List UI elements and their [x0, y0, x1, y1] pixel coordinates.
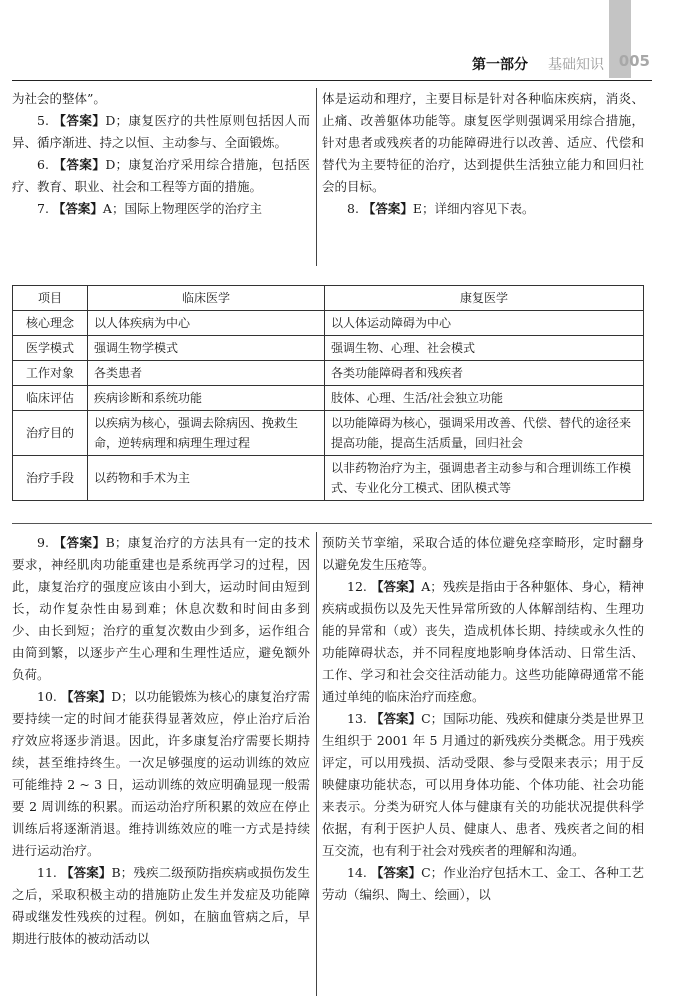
answer-text: D；以功能锻炼为核心的康复治疗需要持续一定的时间才能获得显著效应，停止治疗后治疗效应将逐步消退。因此，许多康复治疗需要长期持续，甚至维持终生。一次足够强度的运动训练的效应可能维持 2 ~ 3 日，运动训练的效应明确显现一般需要 2 周训练的积累。而运动治疗所积累的效应在停止训练后将逐渐消退。维持训练效应的唯一方式是持续进行运动治疗。 [12, 689, 310, 858]
table-cell: 以药物和手术为主 [88, 456, 325, 501]
answer-number: 12. [347, 579, 371, 594]
table-cell: 核心理念 [13, 311, 88, 336]
answer-text: A；残疾是指由于各种躯体、身心，精神疾病或损伤以及先天性异常所致的人体解剖结构、生理功能的异常和（或）丧失，造成机体长期、持续或永久性的功能障碍状态，并不同程度地影响身体活动、日常生活、工作、学习和社会交往活动能力。这些功能障碍通常不能通过单纯的临床治疗而痊愈。 [322, 579, 644, 704]
paragraph: 预防关节挛缩，采取合适的体位避免痉挛畸形，定时翻身以避免发生压疮等。 [322, 535, 644, 572]
table-cell: 临床评估 [13, 386, 88, 411]
answer-text: B；康复治疗的方法具有一定的技术要求，神经肌肉功能重建也是系统再学习的过程，因此，康复治疗的强度应该由小到大，运动时间由短到长，动作复杂性由易到难；休息次数和时间由多到少、由长到短；治疗的重复次数由少到多，运作组合由简到繁，以逐步产生心理和生理性适应，避免额外负荷。 [12, 535, 310, 682]
answer-tag: 【答案】 [60, 689, 112, 704]
table-cell: 肢体、心理、生活/社会独立功能 [325, 386, 644, 411]
answer-tag: 【答案】 [370, 711, 422, 726]
answer-number: 13. [347, 711, 371, 726]
table-row [13, 386, 644, 411]
table-cell: 以人体运动障碍为中心 [325, 311, 644, 336]
answer-tag: 【答案】 [370, 579, 422, 594]
answer-text: C；作业治疗包括木工、金工、各种工艺劳动（编织、陶土、绘画），以 [322, 865, 644, 902]
answer-tag: 【答案】 [52, 201, 103, 216]
table-header: 康复医学 [325, 286, 644, 311]
top-right-column [322, 88, 644, 220]
table-row [13, 311, 644, 336]
answer-8 [322, 198, 644, 220]
bottom-left-column [12, 532, 310, 950]
answer-tag: 【答案】 [362, 201, 413, 216]
paragraph: 为社会的整体”。 [12, 91, 106, 106]
answer-number: 10. [37, 689, 61, 704]
answer-text: E；详细内容见下表。 [412, 201, 535, 216]
answer-number: 9. [37, 535, 54, 550]
answer-10 [12, 686, 310, 862]
answer-number: 11. [37, 865, 61, 880]
answer-9 [12, 532, 310, 686]
answer-13 [322, 708, 644, 862]
header-rule [12, 80, 652, 81]
table-row [13, 411, 644, 456]
answer-number: 8. [347, 201, 363, 216]
answer-text: A；国际上物理医学的治疗主 [102, 201, 262, 216]
table-header: 项目 [13, 286, 88, 311]
table-cell: 各类患者 [88, 361, 325, 386]
table-cell: 强调生物、心理、社会模式 [325, 336, 644, 361]
answer-text: B；残疾二级预防指疾病或损伤发生之后，采取积极主动的措施防止发生并发症及功能障碍或继发性残疾的过程。例如，在脑血管病之后，早期进行肢体的被动活动以 [12, 865, 310, 946]
table-cell: 治疗手段 [13, 456, 88, 501]
table-header: 临床医学 [88, 286, 325, 311]
answer-tag: 【答案】 [53, 157, 106, 172]
table-row [13, 336, 644, 361]
comparison-table [12, 285, 644, 501]
table-cell: 医学模式 [13, 336, 88, 361]
bottom-right-column [322, 532, 644, 906]
table-cell: 强调生物学模式 [88, 336, 325, 361]
answer-12 [322, 576, 644, 708]
table-cell: 以人体疾病为中心 [88, 311, 325, 336]
answer-14 [322, 862, 644, 906]
part-title: 第一部分 [472, 57, 528, 73]
table-cell: 疾病诊断和系统功能 [88, 386, 325, 411]
section-subtitle: 基础知识 [548, 57, 604, 73]
answer-6 [12, 154, 310, 198]
table-cell: 以非药物治疗为主，强调患者主动参与和合理训练工作模式、专业化分工模式、团队模式等 [325, 456, 644, 501]
answer-number: 7. [37, 201, 53, 216]
answer-number: 5. [37, 113, 54, 128]
table-header-row [13, 286, 644, 311]
answer-7 [12, 198, 310, 220]
table-cell: 以功能障碍为核心，强调采用改善、代偿、替代的途径来提高功能，提高生活质量，回归社会 [325, 411, 644, 456]
answer-tag: 【答案】 [60, 865, 112, 880]
table-cell: 工作对象 [13, 361, 88, 386]
answer-text: C；国际功能、残疾和健康分类是世界卫生组织于 2001 年 5 月通过的新残疾分类概念。用于残疾评定，可以用残损、活动受限、参与受限来表示；用于反映健康功能状态，可以用身体功能、个体功能、社会功能来表示。分类为研究人体与健康有关的功能状况提供科学依据，有利于医护人员、健康人、患者、残疾者之间的相互交流，也有利于社会对残疾者的理解和沟通。 [322, 711, 644, 858]
page-header [0, 46, 674, 80]
answer-tag: 【答案】 [370, 865, 422, 880]
section-rule [12, 523, 652, 524]
table-cell: 各类功能障碍者和残疾者 [325, 361, 644, 386]
top-left-column [12, 88, 310, 220]
answer-tag: 【答案】 [53, 113, 106, 128]
answer-text: D；康复治疗采用综合措施，包括医疗、教育、职业、社会和工程等方面的措施。 [12, 157, 310, 194]
answer-tag: 【答案】 [53, 535, 106, 550]
paragraph: 体是运动和理疗，主要目标是针对各种临床疾病，消炎、止痛、改善躯体功能等。康复医学则强调采用综合措施，针对患者或残疾者的功能障碍进行以改善、适应、代偿和替代为主要特征的治疗，达到提供生活独立能力和回归社会的目标。 [322, 91, 644, 194]
table-cell: 治疗目的 [13, 411, 88, 456]
page-number: 005 [618, 52, 650, 70]
table-row [13, 456, 644, 501]
table-cell: 以疾病为核心，强调去除病因、挽救生命，逆转病理和病理生理过程 [88, 411, 325, 456]
column-divider [316, 532, 317, 996]
table-row [13, 361, 644, 386]
answer-number: 6. [37, 157, 54, 172]
answer-number: 14. [347, 865, 371, 880]
answer-5 [12, 110, 310, 154]
column-divider [316, 88, 317, 266]
answer-text: D；康复医疗的共性原则包括因人而异、循序渐进、持之以恒、主动参与、全面锻炼。 [12, 113, 310, 150]
answer-11 [12, 862, 310, 950]
